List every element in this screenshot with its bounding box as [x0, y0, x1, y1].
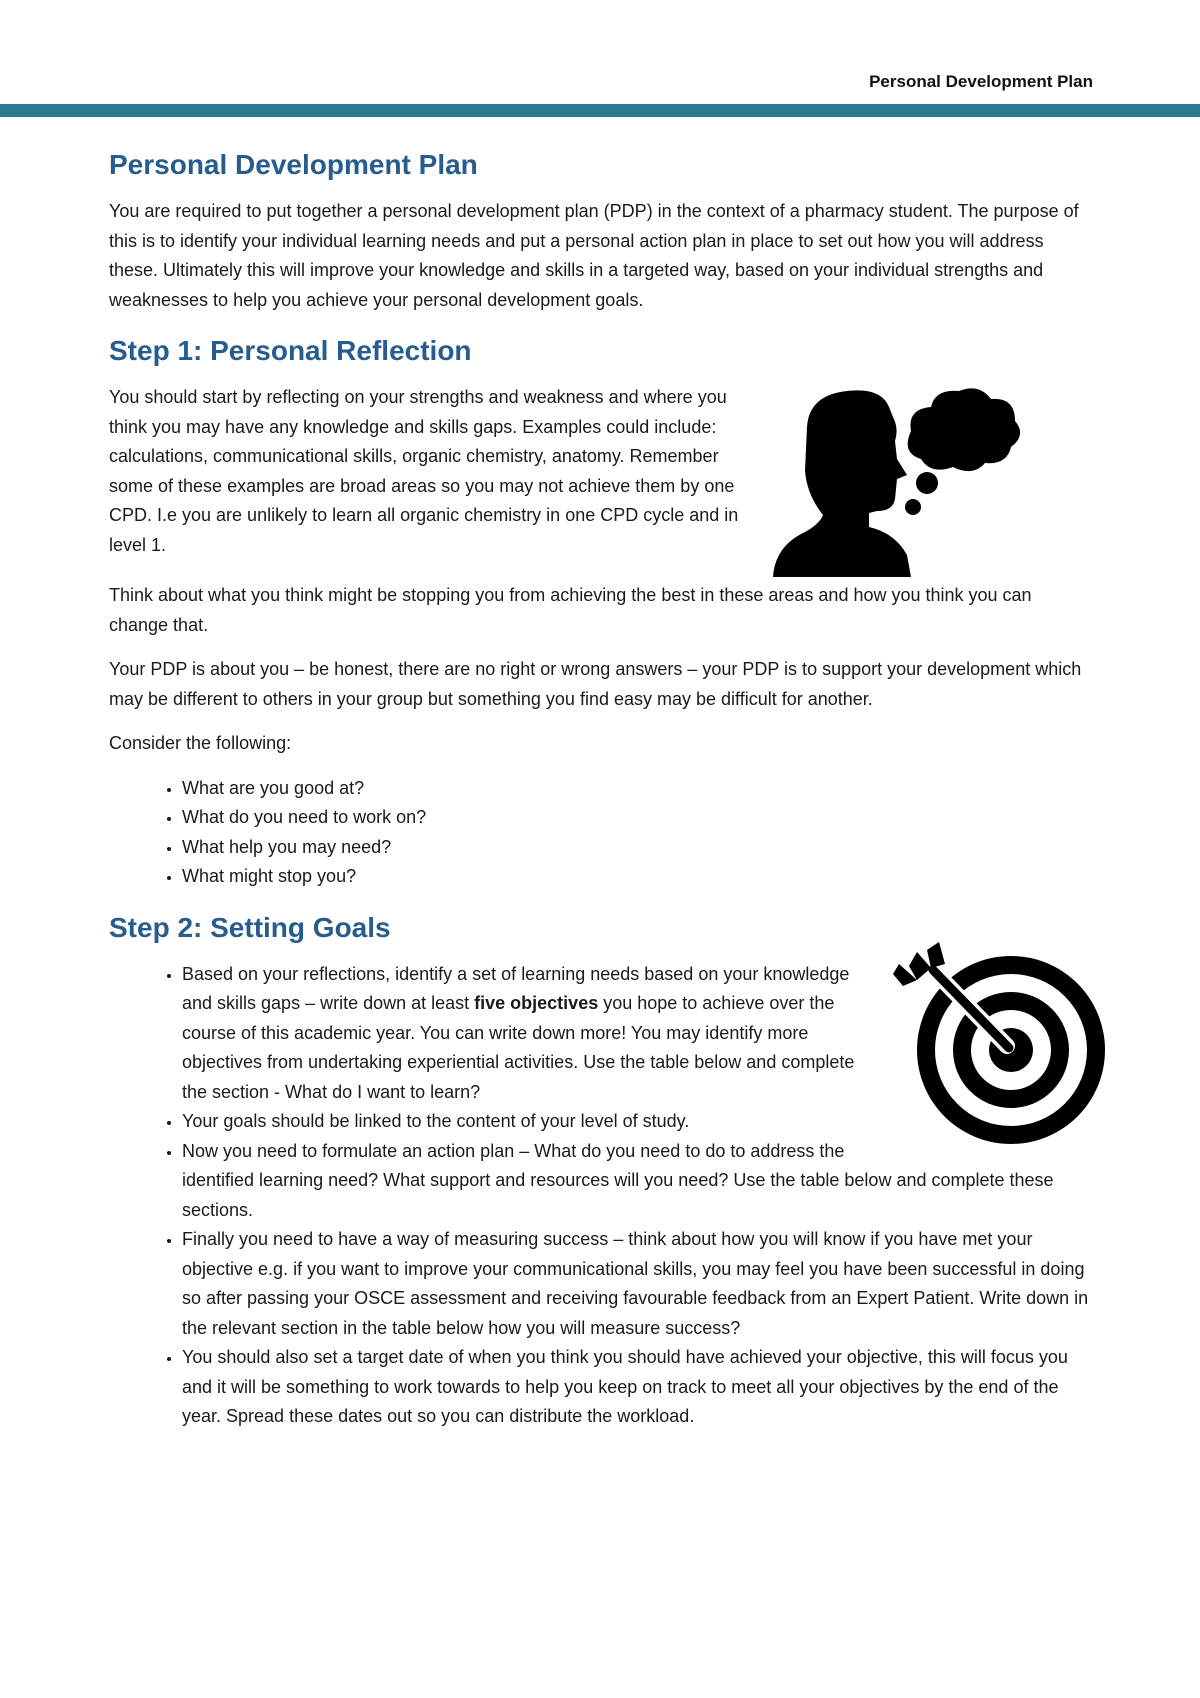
list-item: • Now you need to formulate an action plan – What do you need to do to address the identified learning need? What support and resources will you need? Use the table below and complete these sections. — [182, 1137, 1091, 1226]
step1-paragraph-4: Consider the following: — [109, 733, 292, 753]
list-item: • You should also set a target date of when you think you should have achieved your objective, this will focus you and it will be something to work towards to help you keep on track to meet all your objectives by the end of the year. Spread these dates out so you can distribute the workload. — [182, 1343, 1091, 1432]
list-item: • What do you need to work on? — [182, 803, 1091, 833]
page-title: Personal Development Plan — [109, 149, 478, 180]
thinking-person-icon — [769, 387, 1099, 577]
header-bar — [0, 104, 1200, 117]
intro-paragraph: You are required to put together a personal development plan (PDP) in the context of a pharmacy student. The purpose of this is to identify your individual learning needs and put a personal action plan in place to set out how you will address these. Ultimately this will improve your knowledge and skills in a targeted way, based on your individual strengths and weaknesses to help you achieve your personal development goals. — [109, 201, 1079, 310]
list-item: • What are you good at? — [182, 774, 1091, 804]
step1-reflection-block — [109, 383, 1091, 581]
target-icon — [887, 934, 1117, 1149]
reflection-questions-list — [109, 774, 1091, 892]
list-item: • Your goals should be linked to the content of your level of study. — [182, 1107, 1091, 1137]
list-item: • What help you may need? — [182, 833, 1091, 863]
list-item: • Based on your reflections, identify a set of learning needs based on your knowledge and skills gaps – write down at least five objectives you hope to achieve over the course of this academic year. You can write down more! You may identify more objectives from undertaking experiential activities. Use the table below and complete the section - What do I want to learn? — [182, 960, 1091, 1108]
step1-paragraph-1: You should start by reflecting on your strengths and weakness and where you think you may have any knowledge and skills gaps. Examples could include: calculations, communicational skills, organic chemistry, anatomy. Remember some of these examples are broad areas so you may not achieve them by one CPD. I.e you are unlikely to learn all organic chemistry in one CPD cycle and in level 1. — [109, 387, 739, 555]
step1-paragraph-3: Your PDP is about you – be honest, there are no right or wrong answers – your PDP is to support your development which may be different to others in your group but something you find easy may be difficult for another. — [109, 659, 1082, 709]
list-item: • What might stop you? — [182, 862, 1091, 892]
step1-paragraph-2: Think about what you think might be stopping you from achieving the best in these areas and how you think you can change that. — [109, 585, 1032, 635]
list-item: • Finally you need to have a way of measuring success – think about how you will know if you have met your objective e.g. if you want to improve your communicational skills, you may feel you have been successful in doing so after passing your OSCE assessment and receiving favourable feedback from an Expert Patient. Write down in the relevant section in the table below how you will measure success? — [182, 1225, 1091, 1343]
step1-heading: Step 1: Personal Reflection — [109, 335, 472, 366]
document-body — [109, 145, 1091, 1447]
running-header: Personal Development Plan — [869, 72, 1093, 91]
step2-heading: Step 2: Setting Goals — [109, 911, 391, 943]
emphasis-text: five objectives — [474, 993, 599, 1013]
